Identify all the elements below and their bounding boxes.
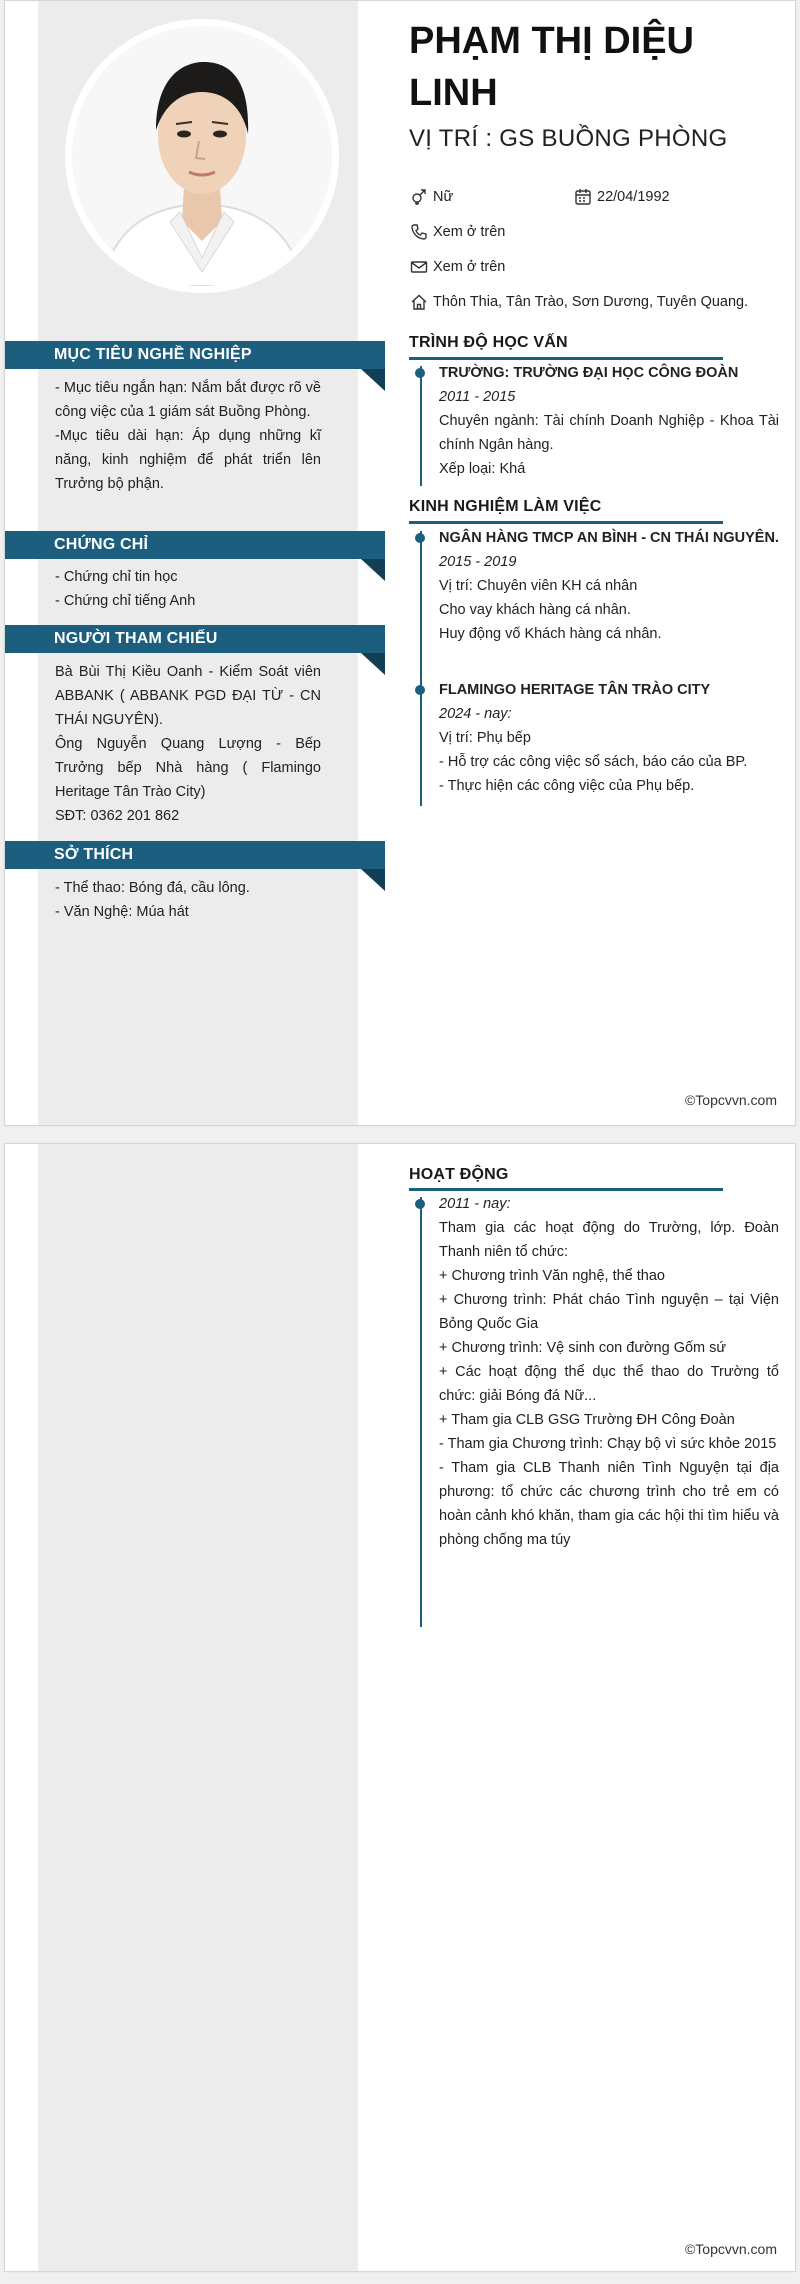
references-text — [55, 660, 321, 828]
activity-line: Tham gia các hoạt động do Trường, lớp. Đoàn Thanh niên tổ chức: — [439, 1220, 779, 1260]
objective-heading: MỤC TIÊU NGHỀ NGHIỆP — [5, 341, 385, 369]
home-icon — [409, 292, 429, 312]
experience-item — [439, 678, 779, 798]
reference-item: Ông Nguyễn Quang Lượng - Bếp Trưởng bếp Nhà hàng ( Flamingo Heritage Tân Trào City) — [55, 736, 321, 800]
activity-line: + Các hoạt động thể dục thể thao do Trường tổ chức: giải Bóng đá Nữ... — [439, 1364, 779, 1404]
experience-bullet — [415, 533, 425, 543]
references-heading: NGƯỜI THAM CHIẾU — [5, 625, 385, 653]
hobby-item: - Văn Nghệ: Múa hát — [55, 904, 189, 920]
education-major: Chuyên ngành: Tài chính Doanh Nghiệp - Khoa Tài chính Ngân hàng. — [439, 413, 779, 453]
references-fold — [361, 653, 385, 675]
activity-line: + Tham gia CLB GSG Trường ĐH Công Đoàn — [439, 1412, 735, 1428]
dob-row — [573, 186, 670, 208]
objective-long-term: -Mục tiêu dài hạn: Áp dụng những kĩ năng, kinh nghiệm để phát triển lên Trưởng bộ phận. — [55, 428, 321, 492]
gender-icon — [409, 187, 429, 207]
certificate-item: - Chứng chỉ tin học — [55, 569, 178, 585]
hobbies-list — [55, 876, 321, 924]
cv-page-1 — [4, 0, 796, 1126]
left-sidebar — [38, 1144, 358, 2271]
certificates-fold — [361, 559, 385, 581]
reference-phone: SĐT: 0362 201 862 — [55, 808, 180, 824]
education-underline — [409, 357, 723, 360]
experience-detail: Huy động vố Khách hàng cá nhân. — [439, 626, 662, 642]
experience-period: 2015 - 2019 — [439, 554, 517, 570]
email-icon — [409, 257, 429, 277]
experience-timeline — [420, 531, 422, 806]
company-name: NGÂN HÀNG TMCP AN BÌNH - CN THÁI NGUYÊN. — [439, 530, 779, 546]
watermark-footer: ©Topcvvn.com — [684, 2241, 777, 2257]
experience-item — [439, 526, 779, 646]
objective-fold — [361, 369, 385, 391]
calendar-icon — [573, 187, 593, 207]
activity-line: + Chương trình: Vệ sinh con đường Gốm sứ — [439, 1340, 727, 1356]
full-name: PHẠM THỊ DIỆU LINH — [409, 20, 694, 114]
education-timeline — [420, 366, 422, 486]
experience-detail: Vị trí: Chuyên viên KH cá nhân — [439, 578, 638, 594]
email-value: Xem ở trên — [433, 259, 506, 275]
hobbies-fold — [361, 869, 385, 891]
activity-line: + Chương trình: Phát cháo Tình nguyện – tại Viện Bỏng Quốc Gia — [439, 1292, 779, 1332]
gender-row — [409, 186, 453, 208]
certificate-item: - Chứng chỉ tiếng Anh — [55, 593, 196, 609]
experience-detail: - Thực hiện các công việc của Phụ bếp. — [439, 778, 695, 794]
certificates-heading: CHỨNG CHỈ — [5, 531, 385, 559]
phone-value: Xem ở trên — [433, 224, 506, 240]
activity-line: - Tham gia CLB Thanh niên Tình Nguyện tại địa phương: tổ chức các chương trình cho trẻ em có hoàn cảnh khó khăn, tham gia các hội thi tìm hiểu và phòng chống ma túy — [439, 1460, 779, 1548]
hobby-item: - Thể thao: Bóng đá, cầu lông. — [55, 880, 250, 896]
education-grade: Xếp loại: Khá — [439, 461, 526, 477]
activities-heading: HOẠT ĐỘNG — [409, 1166, 509, 1183]
activities-period: 2011 - nay: — [439, 1196, 511, 1212]
activity-line: + Chương trình Văn nghệ, thể thao — [439, 1268, 665, 1284]
experience-detail: Cho vay khách hàng cá nhân. — [439, 602, 631, 618]
phone-icon — [409, 222, 429, 242]
watermark-footer: ©Topcvvn.com — [684, 1092, 777, 1108]
activities-timeline — [420, 1197, 422, 1627]
experience-heading: KINH NGHIỆM LÀM VIỆC — [409, 498, 602, 515]
objective-text — [55, 376, 321, 496]
hobbies-heading: SỞ THÍCH — [5, 841, 385, 869]
gender-value: Nữ — [433, 189, 454, 205]
address-value: Thôn Thia, Tân Trào, Sơn Dương, Tuyên Quang. — [433, 294, 749, 310]
email-row — [409, 256, 505, 278]
education-item — [439, 361, 779, 481]
reference-item: Bà Bùi Thị Kiều Oanh - Kiểm Soát viên ABBANK ( ABBANK PGD ĐẠI TỪ - CN THÁI NGUYÊN). — [55, 664, 321, 728]
experience-period: 2024 - nay: — [439, 706, 512, 722]
objective-short-term: - Mục tiêu ngắn hạn: Nắm bắt được rõ về công việc của 1 giám sát Buồng Phòng. — [55, 380, 321, 420]
dob-value: 22/04/1992 — [597, 189, 670, 205]
activities-item — [439, 1192, 779, 1552]
education-heading: TRÌNH ĐỘ HỌC VẤN — [409, 334, 568, 351]
company-name: FLAMINGO HERITAGE TÂN TRÀO CITY — [439, 682, 711, 698]
address-row — [409, 291, 748, 313]
phone-row — [409, 221, 505, 243]
activities-bullet — [415, 1199, 425, 1209]
school-name: TRƯỜNG: TRƯỜNG ĐẠI HỌC CÔNG ĐOÀN — [439, 365, 739, 381]
certificates-list — [55, 565, 321, 613]
education-bullet — [415, 368, 425, 378]
experience-detail: Vị trí: Phụ bếp — [439, 730, 531, 746]
education-period: 2011 - 2015 — [439, 389, 516, 405]
activity-line: - Tham gia Chương trình: Chạy bộ vì sức khỏe 2015 — [439, 1436, 777, 1452]
experience-detail: - Hỗ trợ các công việc sổ sách, báo cáo của BP. — [439, 754, 748, 770]
cv-page-2 — [4, 1143, 796, 2272]
experience-bullet — [415, 685, 425, 695]
experience-underline — [409, 521, 723, 524]
profile-photo — [65, 19, 339, 293]
activities-underline — [409, 1188, 723, 1191]
avatar — [72, 26, 332, 286]
job-position: VỊ TRÍ : GS BUỒNG PHÒNG — [409, 125, 728, 152]
